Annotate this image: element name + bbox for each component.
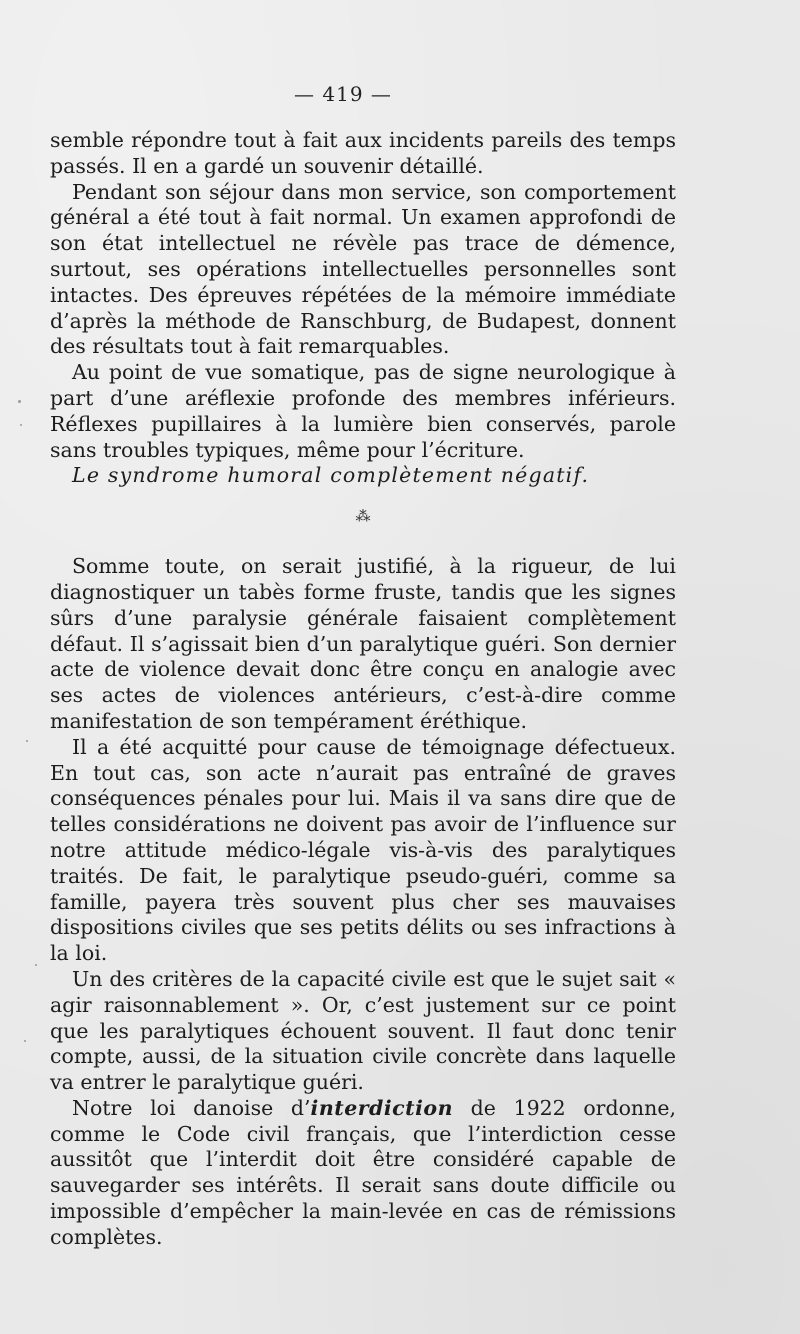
- paragraph-diagnosis: Somme toute, on serait justifié, à la rigueur, de lui diagnostiquer un tabès forme fruste, tandis que les signes sûrs d’une paralysie générale faisaient complètement défaut. Il s’agissait bien d’un paralytique guéri. Son dernier acte de violence devait donc être conçu en analogie avec ses actes de violences antérieurs, c’est-à-dire comme manifestation de son tempérament éréthique.: [50, 554, 676, 733]
- paragraph-civil-capacity: Un des critères de la capacité civile est que le sujet sait « agir raisonnablement ». Or, c’est justement sur ce point que les paralytiques échouent souvent. Il faut donc tenir compte, aussi, de la situation civile concrète dans laquelle va entrer le paralytique guéri.: [50, 966, 676, 1095]
- scan-speck: [24, 1040, 26, 1042]
- danish-law-text-before: Notre loi danoise d’: [72, 1095, 311, 1120]
- scan-speck: [20, 424, 22, 426]
- humoral-syndrome-italic: Le syndrome humoral complètement négatif.: [72, 463, 590, 488]
- asterism-divider: ⁂: [355, 507, 371, 526]
- scan-speck: [18, 400, 21, 403]
- paragraph-continuation: semble répondre tout à fait aux incidents pareils des temps passés. Il en a gardé un souvenir détaillé.: [50, 128, 676, 178]
- paragraph-somatic: Au point de vue somatique, pas de signe neurologique à part d’une aréflexie profonde des membres inférieurs. Réflexes pupillaires à la lumière bien conservés, parole sans troubles typiques, même pour l’écriture.: [50, 360, 676, 462]
- interdiction-term: interdiction: [310, 1095, 453, 1120]
- body-text: [50, 128, 676, 1251]
- paragraph-acquittal: Il a été acquitté pour cause de témoignage défectueux. En tout cas, son acte n’aurait pas entraîné de graves conséquences pénales pour lui. Mais il va sans dire que de telles considérations ne doivent pas avoir de l’influence sur notre attitude médico-légale vis-à-vis des paralytiques traités. De fait, le paralytique pseudo-guéri, comme sa famille, payera très souvent plus cher ses mauvaises dispositions civiles que ses petits délits ou ses infractions à la loi.: [50, 734, 676, 966]
- paragraph-behaviour: Pendant son séjour dans mon service, son comportement général a été tout à fait normal. Un examen approfondi de son état intellectuel ne révèle pas trace de démence, surtout, ses opérations intellectuelles personnelles sont intactes. Des épreuves répétées de la mémoire immédiate d’après la méthode de Ranschburg, de Budapest, donnent des résultats tout à fait remarquables.: [50, 179, 676, 359]
- scan-speck: [26, 740, 28, 742]
- scan-speck: [35, 964, 37, 966]
- paragraph-humoral: [50, 463, 676, 489]
- page-number: — 419 —: [294, 82, 392, 106]
- danish-law-text-after: de 1922 ordonne, comme le Code civil français, que l’interdiction cesse aussitôt que l’interdit doit être considéré capable de sauvegarder ses intérêts. Il serait sans doute difficile ou impossible d’empêcher la main-levée en cas de rémissions complètes.: [50, 1095, 676, 1249]
- paragraph-danish-law: [50, 1096, 676, 1251]
